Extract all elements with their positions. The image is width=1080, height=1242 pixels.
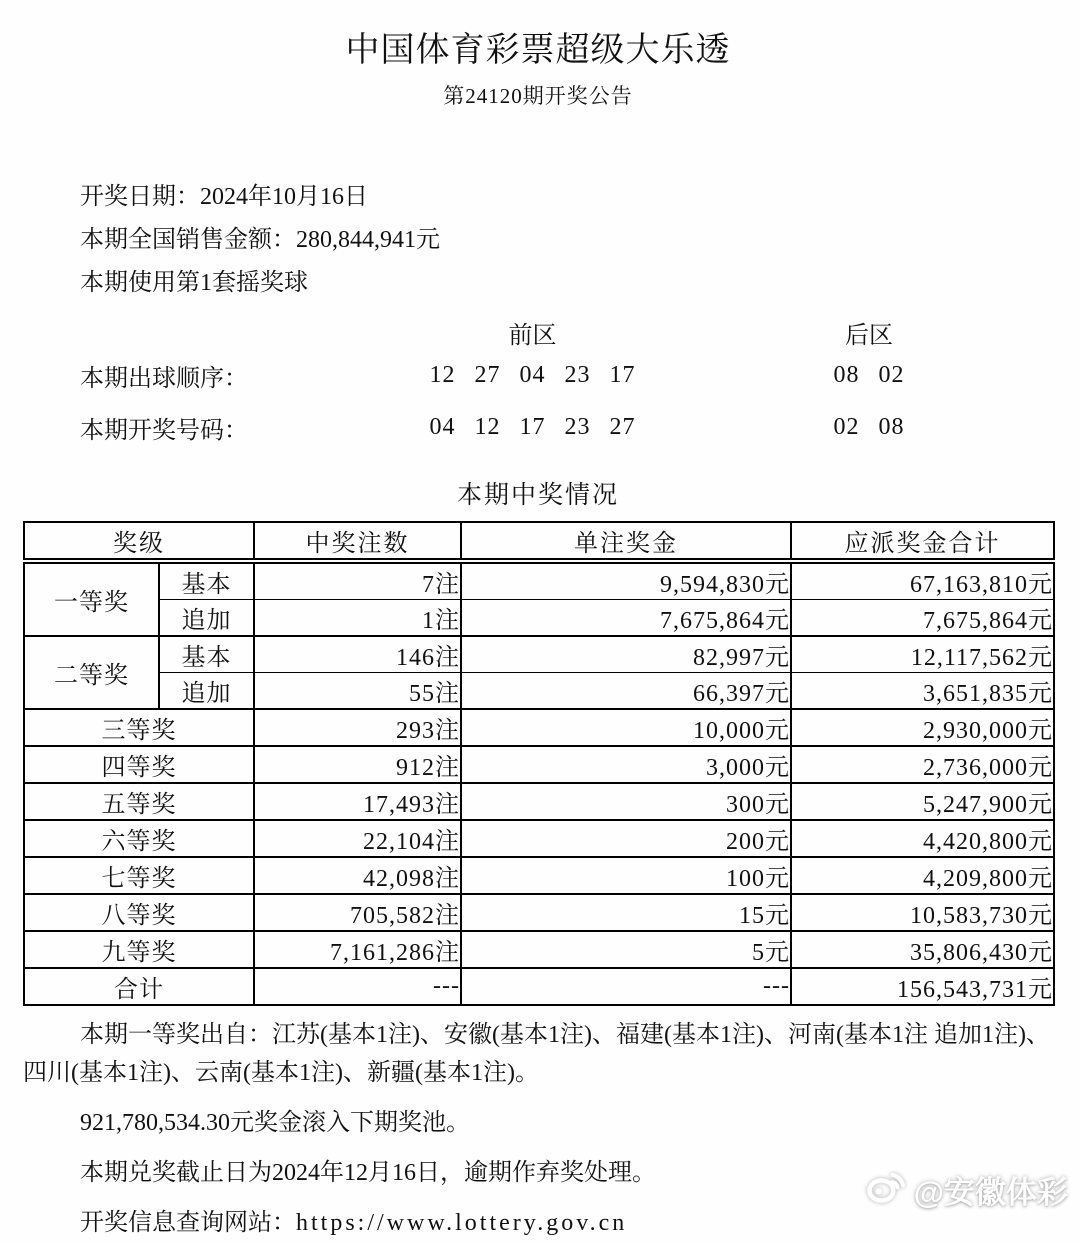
count-cell: 146注	[254, 636, 461, 673]
total-prize-cell: 10,583,730元	[791, 894, 1054, 931]
ball-set-line: 本期使用第1套摇奖球	[80, 270, 308, 296]
prize-row-first-basic	[24, 561, 1054, 600]
count-cell: 1注	[254, 600, 461, 637]
single-prize-cell: 100元	[461, 857, 791, 894]
level-cell: 四等奖	[24, 746, 254, 783]
prize-row-seventh	[24, 857, 1054, 894]
count-cell: ---	[254, 968, 461, 1005]
subtype-cell: 基本	[159, 636, 254, 673]
watermark-text: @安徽体彩	[913, 1174, 1068, 1210]
sales-amount-value: 280,844,941元	[296, 227, 440, 253]
subtype-cell: 追加	[159, 600, 254, 637]
single-prize-cell: 5元	[461, 931, 791, 968]
total-prize-cell: 67,163,810元	[791, 561, 1054, 600]
prize-row-total	[24, 968, 1054, 1005]
winning-numbers-front: 04 12 17 23 27	[429, 413, 636, 440]
single-prize-cell: 15元	[461, 894, 791, 931]
header-count: 中奖注数	[254, 522, 461, 561]
prize-row-second-extra	[24, 673, 1054, 710]
total-prize-cell: 2,736,000元	[791, 746, 1054, 783]
issue-subtitle: 第24120期开奖公告	[443, 84, 633, 108]
back-zone-label: 后区	[845, 322, 893, 349]
prize-row-second-basic	[24, 636, 1054, 673]
level-cell: 六等奖	[24, 820, 254, 857]
single-prize-cell: 10,000元	[461, 709, 791, 746]
winning-numbers-label: 本期开奖号码：	[80, 417, 248, 444]
count-cell: 22,104注	[254, 820, 461, 857]
rollover-paragraph: 921,780,534.30元奖金滚入下期奖池。	[80, 1110, 470, 1136]
prize-table	[23, 521, 1055, 1006]
total-prize-cell: 3,651,835元	[791, 673, 1054, 710]
prize-table-header-row	[24, 522, 1054, 561]
weibo-icon	[864, 1163, 908, 1215]
number-zones-section	[23, 315, 1053, 453]
lottery-website-url[interactable]: https://www.lottery.gov.cn	[296, 1210, 628, 1236]
single-prize-cell: 7,675,864元	[461, 600, 791, 637]
draw-order-row	[23, 349, 1053, 401]
prize-row-fifth	[24, 783, 1054, 820]
prize-row-fourth	[24, 746, 1054, 783]
total-prize-cell: 2,930,000元	[791, 709, 1054, 746]
sales-amount-line	[23, 219, 1053, 262]
level-cell: 七等奖	[24, 857, 254, 894]
count-cell: 55注	[254, 673, 461, 710]
single-prize-cell: 200元	[461, 820, 791, 857]
header-single-prize: 单注奖金	[461, 522, 791, 561]
total-prize-cell: 12,117,562元	[791, 636, 1054, 673]
watermark	[864, 1163, 1068, 1215]
level-cell: 二等奖	[24, 636, 159, 709]
total-prize-cell: 35,806,430元	[791, 931, 1054, 968]
draw-date-label: 开奖日期：	[80, 184, 200, 210]
prize-row-third	[24, 709, 1054, 746]
count-cell: 7,161,286注	[254, 931, 461, 968]
document-header	[23, 0, 1053, 110]
level-cell: 八等奖	[24, 894, 254, 931]
count-cell: 912注	[254, 746, 461, 783]
level-cell: 三等奖	[24, 709, 254, 746]
prize-row-first-extra	[24, 600, 1054, 637]
winning-numbers-row	[23, 401, 1053, 453]
zone-header-row	[23, 315, 1053, 349]
prize-table-title: 本期中奖情况	[456, 482, 619, 509]
single-prize-cell: 66,397元	[461, 673, 791, 710]
count-cell: 705,582注	[254, 894, 461, 931]
sales-amount-label: 本期全国销售金额：	[80, 227, 296, 253]
header-level: 奖级	[24, 522, 254, 561]
total-prize-cell: 4,209,800元	[791, 857, 1054, 894]
website-label: 开奖信息查询网站：	[80, 1210, 296, 1236]
prize-row-sixth	[24, 820, 1054, 857]
total-prize-cell: 5,247,900元	[791, 783, 1054, 820]
level-cell: 一等奖	[24, 561, 159, 636]
prize-row-ninth	[24, 931, 1054, 968]
single-prize-cell: 300元	[461, 783, 791, 820]
front-zone-label: 前区	[508, 322, 557, 349]
prize-row-eighth	[24, 894, 1054, 931]
level-cell: 五等奖	[24, 783, 254, 820]
level-cell: 九等奖	[24, 931, 254, 968]
draw-order-front-numbers: 12 27 04 23 17	[429, 361, 636, 388]
redeem-deadline-paragraph: 本期兑奖截止日为2024年12月16日，逾期作弃奖处理。	[80, 1160, 656, 1186]
draw-order-label: 本期出球顺序：	[80, 365, 248, 392]
count-cell: 293注	[254, 709, 461, 746]
total-prize-cell: 4,420,800元	[791, 820, 1054, 857]
draw-date-line	[23, 176, 1053, 219]
single-prize-cell: ---	[461, 968, 791, 1005]
winning-numbers-back: 02 08	[833, 413, 905, 440]
page-title: 中国体育彩票超级大乐透	[345, 32, 731, 69]
count-cell: 17,493注	[254, 783, 461, 820]
subtype-cell: 追加	[159, 673, 254, 710]
single-prize-cell: 3,000元	[461, 746, 791, 783]
header-total-prize: 应派奖金合计	[791, 522, 1054, 561]
level-cell: 合计	[24, 968, 254, 1005]
subtype-cell: 基本	[159, 561, 254, 600]
total-prize-cell: 7,675,864元	[791, 600, 1054, 637]
draw-date-value: 2024年10月16日	[200, 184, 368, 210]
single-prize-cell: 9,594,830元	[461, 561, 791, 600]
total-prize-cell: 156,543,731元	[791, 968, 1054, 1005]
count-cell: 7注	[254, 561, 461, 600]
draw-order-back-numbers: 08 02	[833, 361, 905, 388]
first-prize-origin-paragraph: 本期一等奖出自：江苏(基本1注)、安徽(基本1注)、福建(基本1注)、河南(基本1注 追加1注)、四川(基本1注)、云南(基本1注)、新疆(基本1注)。	[23, 1022, 1050, 1086]
draw-info-block	[23, 176, 1053, 305]
count-cell: 42,098注	[254, 857, 461, 894]
single-prize-cell: 82,997元	[461, 636, 791, 673]
